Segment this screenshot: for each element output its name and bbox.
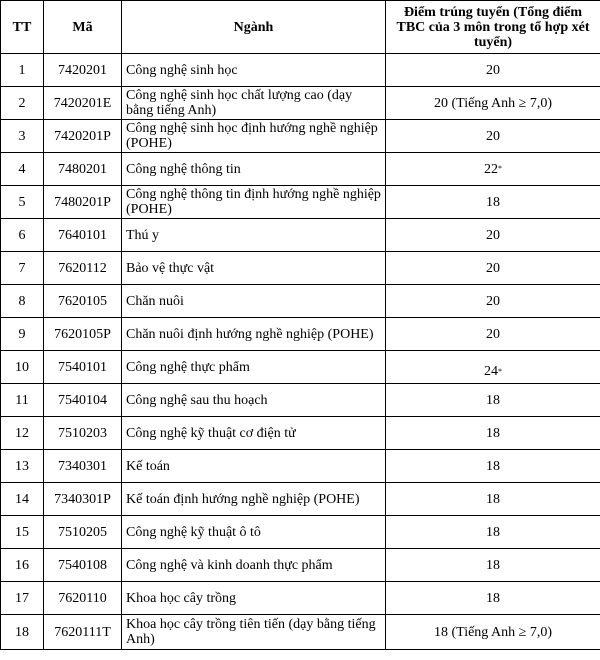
cell-ma — [44, 450, 122, 483]
cell-diem — [386, 516, 600, 549]
cell-ma-text: 7620111T — [54, 624, 111, 640]
cell-diem — [386, 186, 600, 219]
cell-diem — [386, 153, 600, 186]
cell-tt-text: 7 — [18, 260, 26, 276]
cell-nganh — [122, 318, 386, 351]
cell-nganh-text: Chăn nuôi định hướng nghề nghiệp (POHE) — [126, 326, 374, 342]
cell-nganh — [122, 351, 386, 384]
cell-tt-text: 6 — [18, 227, 26, 243]
cell-tt-text: 13 — [15, 458, 29, 474]
table-row — [1, 285, 600, 318]
cell-nganh-text: Kế toán định hướng nghề nghiệp (POHE) — [126, 491, 360, 507]
cell-tt — [1, 384, 44, 417]
table-row — [1, 54, 600, 87]
table-row — [1, 120, 600, 153]
cell-diem-text: 18 — [486, 458, 500, 474]
cell-nganh — [122, 549, 386, 582]
cell-tt — [1, 549, 44, 582]
table-row — [1, 252, 600, 285]
cell-tt-text: 12 — [15, 425, 29, 441]
cell-tt — [1, 417, 44, 450]
cell-diem-text: 18 — [486, 590, 500, 606]
cell-ma — [44, 417, 122, 450]
cell-tt-text: 5 — [18, 194, 26, 210]
table-row — [1, 417, 600, 450]
cell-ma — [44, 285, 122, 318]
table-row — [1, 219, 600, 252]
cell-diem-text: 22 — [484, 161, 498, 177]
cell-ma — [44, 384, 122, 417]
cell-ma — [44, 120, 122, 153]
cell-ma-text: 7620105 — [58, 293, 107, 309]
cell-tt — [1, 252, 44, 285]
cell-diem-text: 18 — [486, 491, 500, 507]
table-row — [1, 153, 600, 186]
cell-diem-text: 18 — [486, 524, 500, 540]
cell-tt — [1, 615, 44, 650]
cell-tt-text: 11 — [15, 392, 29, 408]
cell-diem — [386, 351, 600, 384]
cell-ma-text: 7420201E — [53, 95, 112, 111]
cell-diem — [386, 417, 600, 450]
cell-diem-text: 20 — [486, 128, 500, 144]
table-row — [1, 318, 600, 351]
cell-tt — [1, 582, 44, 615]
table-row — [1, 615, 600, 650]
cell-nganh — [122, 252, 386, 285]
cell-nganh-text: Công nghệ sau thu hoạch — [126, 392, 268, 408]
cell-nganh — [122, 384, 386, 417]
cell-ma — [44, 549, 122, 582]
cell-tt — [1, 483, 44, 516]
cell-nganh — [122, 54, 386, 87]
header-row — [1, 1, 600, 54]
cell-ma — [44, 54, 122, 87]
cell-nganh-text: Chăn nuôi — [126, 293, 184, 309]
cell-ma — [44, 87, 122, 120]
cell-nganh-text: Công nghệ sinh học — [126, 62, 238, 78]
cell-ma — [44, 351, 122, 384]
cell-nganh-text: Thú y — [126, 227, 160, 243]
cell-tt-text: 3 — [18, 128, 26, 144]
cell-nganh — [122, 582, 386, 615]
cell-diem-text: 18 — [486, 425, 500, 441]
table-row — [1, 549, 600, 582]
cell-diem — [386, 483, 600, 516]
cell-ma-text: 7620105P — [54, 326, 111, 342]
cell-ma — [44, 582, 122, 615]
table-row — [1, 351, 600, 384]
cell-ma — [44, 516, 122, 549]
cell-tt-text: 4 — [18, 161, 26, 177]
cell-diem — [386, 252, 600, 285]
cell-tt — [1, 450, 44, 483]
cell-tt — [1, 120, 44, 153]
cell-diem — [386, 318, 600, 351]
cell-diem-text: 18 — [486, 392, 500, 408]
table-row — [1, 483, 600, 516]
header-diem: Điểm trúng tuyển (Tổng điểm TBC của 3 môn trong tổ hợp xét tuyển) — [386, 1, 600, 54]
cell-tt — [1, 285, 44, 318]
cell-diem — [386, 120, 600, 153]
cell-diem-text: 20 — [486, 260, 500, 276]
cell-nganh — [122, 153, 386, 186]
table-row — [1, 87, 600, 120]
cell-ma-text: 7540108 — [58, 557, 107, 573]
cell-ma-text: 7540104 — [58, 392, 107, 408]
cell-ma-text: 7540101 — [58, 359, 107, 375]
table-row — [1, 384, 600, 417]
cell-nganh — [122, 87, 386, 120]
header-ma: Mã — [44, 1, 122, 54]
cell-ma — [44, 318, 122, 351]
cell-ma-text: 7480201P — [54, 194, 111, 210]
cell-tt-text: 1 — [18, 62, 26, 78]
cell-nganh-text: Kế toán — [126, 458, 170, 474]
cell-diem-text: 18 — [486, 194, 500, 210]
cell-ma — [44, 186, 122, 219]
cell-tt-text: 17 — [15, 590, 29, 606]
cell-diem — [386, 549, 600, 582]
header-nganh: Ngành — [122, 1, 386, 54]
cell-diem — [386, 582, 600, 615]
cell-tt-text: 15 — [15, 524, 29, 540]
cell-diem-text: 20 — [486, 293, 500, 309]
cell-nganh-text: Công nghệ sinh học chất lượng cao (dạy bằng tiếng Anh) — [126, 88, 353, 118]
cell-diem — [386, 87, 600, 120]
cell-diem-text: 18 — [486, 557, 500, 573]
cell-nganh — [122, 417, 386, 450]
cell-nganh-text: Công nghệ thực phẩm — [126, 359, 250, 375]
cell-nganh — [122, 186, 386, 219]
cell-nganh — [122, 285, 386, 318]
cell-nganh-text: Công nghệ thông tin — [126, 161, 241, 177]
cell-tt — [1, 87, 44, 120]
cell-ma-text: 7510205 — [58, 524, 107, 540]
cell-ma-text: 7420201 — [58, 62, 107, 78]
cell-ma — [44, 153, 122, 186]
cell-ma-text: 7340301 — [58, 458, 107, 474]
cell-diem — [386, 219, 600, 252]
footnote-mark: * — [498, 163, 502, 173]
cell-nganh — [122, 219, 386, 252]
cell-diem — [386, 285, 600, 318]
cell-nganh — [122, 516, 386, 549]
cell-tt — [1, 54, 44, 87]
cell-diem — [386, 450, 600, 483]
cell-tt-text: 9 — [18, 326, 26, 342]
cell-diem — [386, 615, 600, 650]
table-row — [1, 186, 600, 219]
cell-tt-text: 18 — [15, 624, 29, 640]
cell-ma — [44, 252, 122, 285]
cell-tt — [1, 318, 44, 351]
cell-ma-text: 7620110 — [58, 590, 107, 606]
cell-nganh-text: Công nghệ kỹ thuật cơ điện tử — [126, 425, 296, 441]
cell-nganh-text: Công nghệ kỹ thuật ô tô — [126, 524, 261, 540]
cell-tt — [1, 219, 44, 252]
cell-ma-text: 7510203 — [58, 425, 107, 441]
cell-tt-text: 14 — [15, 491, 29, 507]
cell-ma — [44, 219, 122, 252]
header-tt: TT — [1, 1, 44, 54]
cell-nganh-text: Công nghệ sinh học định hướng nghề nghiệp (POHE) — [126, 121, 378, 151]
cell-ma-text: 7620112 — [58, 260, 107, 276]
cell-nganh — [122, 450, 386, 483]
cell-nganh-text: Bảo vệ thực vật — [126, 260, 215, 276]
cell-diem-text: 18 (Tiếng Anh ≥ 7,0) — [433, 624, 552, 640]
cell-tt — [1, 351, 44, 384]
cell-ma — [44, 615, 122, 650]
cell-nganh-text: Công nghệ và kinh doanh thực phẩm — [126, 557, 333, 573]
cell-diem-text: 20 — [486, 326, 500, 342]
cell-tt-text: 10 — [15, 359, 29, 375]
cell-tt-text: 16 — [15, 557, 29, 573]
cell-tt-text: 2 — [18, 95, 26, 111]
cell-tt — [1, 153, 44, 186]
cell-nganh-text: Khoa học cây trồng — [126, 590, 237, 606]
cell-tt — [1, 186, 44, 219]
table-row — [1, 582, 600, 615]
cell-diem-text: 20 — [486, 227, 500, 243]
cell-diem — [386, 54, 600, 87]
cell-nganh — [122, 483, 386, 516]
table-row — [1, 516, 600, 549]
table-body — [1, 54, 600, 650]
cell-ma — [44, 483, 122, 516]
table-row — [1, 450, 600, 483]
cell-ma-text: 7480201 — [58, 161, 107, 177]
cell-ma-text: 7420201P — [54, 128, 111, 144]
cell-nganh — [122, 615, 386, 650]
cell-tt-text: 8 — [18, 293, 26, 309]
cell-diem-text: 20 — [486, 62, 500, 78]
footnote-mark: * — [498, 366, 502, 376]
cell-diem — [386, 384, 600, 417]
cell-diem-text: 20 (Tiếng Anh ≥ 7,0) — [433, 95, 552, 111]
cell-ma-text: 7340301P — [54, 491, 111, 507]
cell-diem-text: 24 — [484, 363, 498, 379]
cell-ma-text: 7640101 — [58, 227, 107, 243]
cell-nganh-text: Khoa học cây trồng tiên tiến (dạy bằng tiếng Anh) — [126, 617, 376, 647]
cell-nganh — [122, 120, 386, 153]
cell-tt — [1, 516, 44, 549]
cell-nganh-text: Công nghệ thông tin định hướng nghề nghiệp (POHE) — [126, 187, 381, 217]
